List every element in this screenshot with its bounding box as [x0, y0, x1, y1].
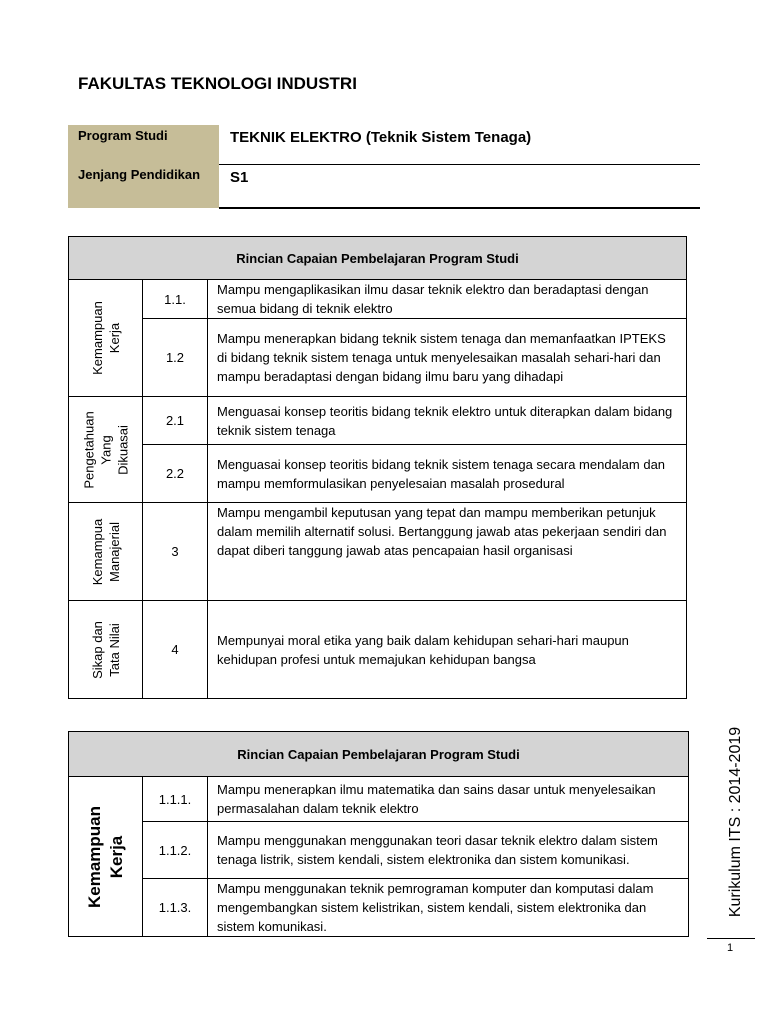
level-label: Jenjang Pendidikan [78, 167, 201, 182]
item-number: 2.1 [143, 397, 208, 445]
item-description: Mampu menerapkan ilmu matematika dan sains dasar untuk menyelesaikan permasalahan dalam teknik elektro [208, 777, 689, 822]
item-description: Menguasai konsep teoritis bidang teknik elektro untuk diterapkan dalam bidang teknik sistem tenaga [208, 397, 687, 445]
item-number: 1.1. [143, 280, 208, 319]
divider [219, 207, 700, 209]
program-value: TEKNIK ELEKTRO (Teknik Sistem Tenaga) [230, 129, 532, 146]
curriculum-label: Kurikulum ITS : 2014-2019 [727, 726, 744, 918]
table-row [69, 280, 687, 319]
category-label: Kemampua Manajerial [89, 518, 122, 585]
category-cell [69, 777, 143, 937]
table-row [69, 503, 687, 601]
item-description: Mampu mengaplikasikan ilmu dasar teknik elektro dan beradaptasi dengan semua bidang di teknik elektro [208, 280, 687, 319]
page-number: 1 [726, 942, 734, 954]
footer-divider [707, 938, 755, 939]
table-row [69, 397, 687, 445]
table-header: Rincian Capaian Pembelajaran Program Studi [69, 732, 689, 777]
item-number: 1.2 [143, 319, 208, 397]
item-number: 2.2 [143, 445, 208, 503]
learning-outcomes-detail-table [68, 731, 689, 937]
category-cell [69, 503, 143, 601]
item-number: 1.1.2. [143, 822, 208, 879]
info-label-panel [68, 125, 219, 208]
category-label: Kemampuan Kerja [89, 301, 122, 375]
table-row [69, 445, 687, 503]
item-description: Mempunyai moral etika yang baik dalam kehidupan sehari-hari maupun kehidupan profesi untuk memajukan kehidupan bangsa [208, 601, 687, 699]
item-description: Mampu menggunakan teknik pemrograman komputer dan komputasi dalam mengembangkan sistem kelistrikan, sistem kendali, sistem elektronika dan sistem komunikasi. [208, 879, 689, 937]
category-cell [69, 280, 143, 397]
item-description: Mampu mengambil keputusan yang tepat dan mampu memberikan petunjuk dalam memilih alternatif solusi. Bertanggung jawab atas pekerjaan sendiri dan dapat diberi tanggung jawab atas pencapaian hasil organisasi [208, 503, 687, 601]
learning-outcomes-table [68, 236, 687, 699]
item-description: Menguasai konsep teoritis bidang teknik sistem tenaga secara mendalam dan mampu memformulasikan penyelesaian masalah prosedural [208, 445, 687, 503]
table-row [69, 822, 689, 879]
table-row [69, 879, 689, 937]
item-number: 1.1.3. [143, 879, 208, 937]
table-header: Rincian Capaian Pembelajaran Program Studi [69, 237, 687, 280]
category-label: Kemampuan Kerja [84, 805, 126, 908]
table-row [69, 319, 687, 397]
item-description: Mampu menerapkan bidang teknik sistem tenaga dan memanfaatkan IPTEKS di bidang teknik sistem tenaga untuk menyelesaikan masalah sehari-hari dan mampu beradaptasi dengan bidang ilmu baru yang dihadapi [208, 319, 687, 397]
faculty-title: FAKULTAS TEKNOLOGI INDUSTRI [78, 74, 357, 93]
item-number: 3 [143, 503, 208, 601]
category-label: Sikap dan Tata Nilai [89, 620, 122, 679]
category-label: Pengetahuan Yang Dikuasai [81, 410, 130, 489]
table-row [69, 777, 689, 822]
item-description: Mampu menggunakan menggunakan teori dasar teknik elektro dalam sistem tenaga listrik, sistem kendali, sistem elektronika dan sistem komunikasi. [208, 822, 689, 879]
divider [219, 164, 700, 165]
program-info [68, 125, 700, 208]
category-cell [69, 601, 143, 699]
table-row [69, 601, 687, 699]
item-number: 4 [143, 601, 208, 699]
item-number: 1.1.1. [143, 777, 208, 822]
level-value: S1 [230, 169, 249, 186]
category-cell [69, 397, 143, 503]
program-label: Program Studi [78, 128, 168, 143]
